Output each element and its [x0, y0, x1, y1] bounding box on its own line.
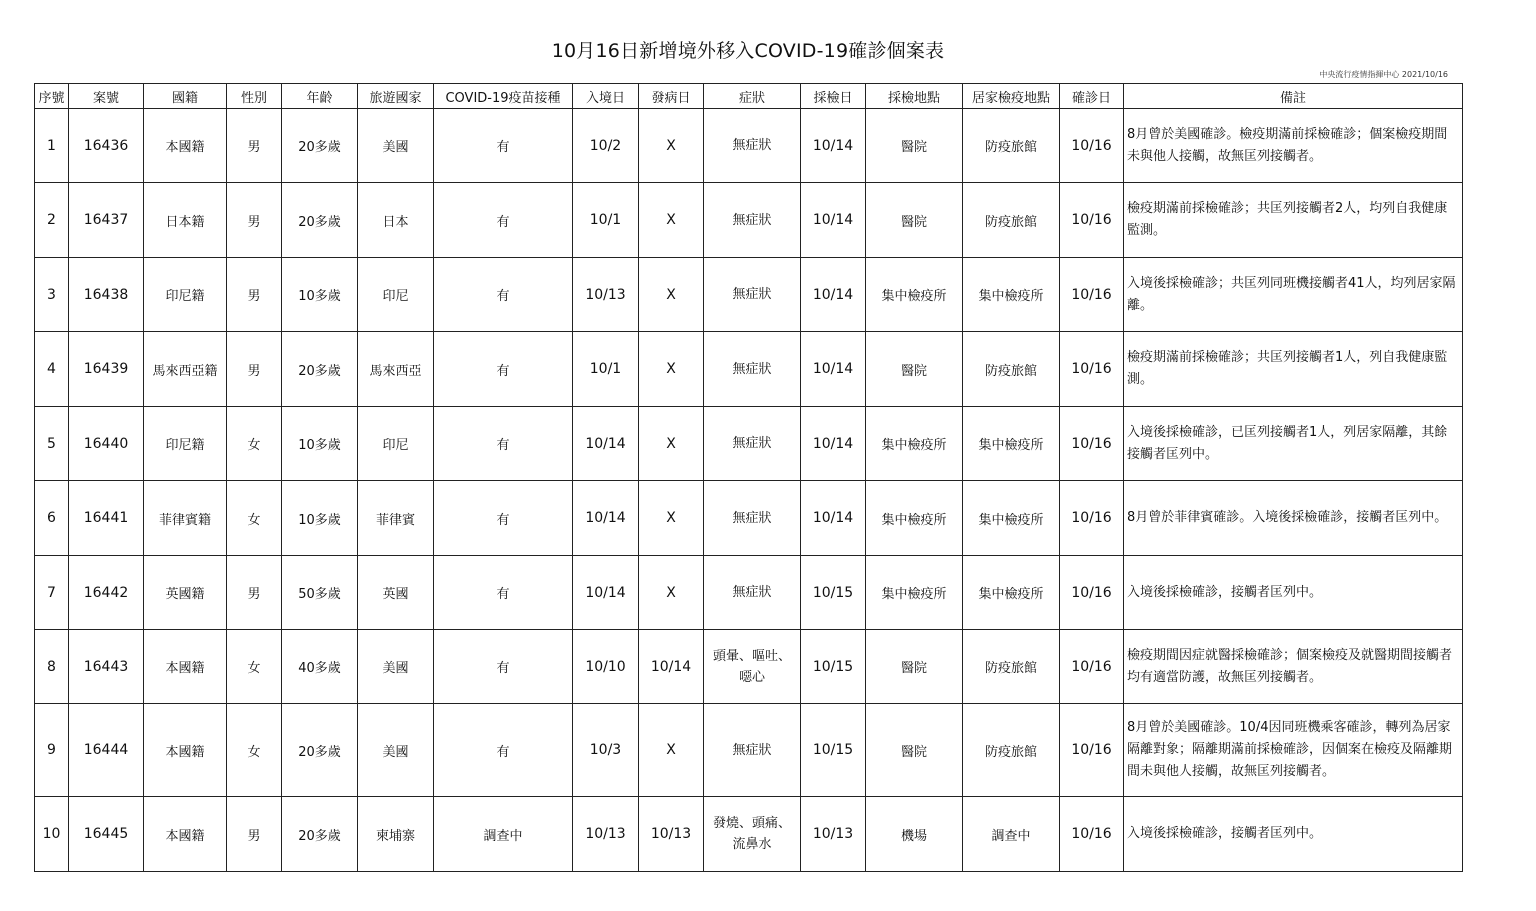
- cell-no: 2: [35, 183, 69, 258]
- cell-confirm: 10/16: [1060, 797, 1124, 872]
- cell-nationality: 本國籍: [144, 109, 227, 183]
- cell-nationality: 馬來西亞籍: [144, 332, 227, 407]
- cell-entry: 10/13: [573, 797, 639, 872]
- page-title: 10月16日新增境外移入COVID-19確診個案表: [551, 40, 945, 62]
- cell-entry: 10/1: [573, 332, 639, 407]
- cell-quarantine: 防疫旅館: [963, 704, 1060, 797]
- cell-nationality: 英國籍: [144, 556, 227, 630]
- cell-note: 檢疫期滿前採檢確診；共匡列接觸者1人，列自我健康監測。: [1124, 332, 1463, 407]
- cell-entry: 10/14: [573, 481, 639, 556]
- cell-test-date: 10/15: [801, 630, 866, 704]
- cell-vaccine: 有: [434, 258, 573, 332]
- table-row: [35, 556, 1463, 630]
- cell-entry: 10/3: [573, 704, 639, 797]
- cell-symptom: 無症狀: [704, 407, 801, 481]
- cell-no: 9: [35, 704, 69, 797]
- cell-nationality: 印尼籍: [144, 258, 227, 332]
- cell-case: 16443: [69, 630, 144, 704]
- cell-vaccine: 有: [434, 109, 573, 183]
- cell-quarantine: 集中檢疫所: [963, 258, 1060, 332]
- cell-sex: 男: [227, 332, 282, 407]
- cell-vaccine: 有: [434, 556, 573, 630]
- cell-nationality: 本國籍: [144, 797, 227, 872]
- cell-onset: X: [639, 109, 704, 183]
- cell-test-site: 集中檢疫所: [866, 481, 963, 556]
- cell-note: 入境後採檢確診；共匡列同班機接觸者41人，均列居家隔離。: [1124, 258, 1463, 332]
- cell-confirm: 10/16: [1060, 332, 1124, 407]
- cell-symptom: 無症狀: [704, 556, 801, 630]
- cell-country: 日本: [358, 183, 434, 258]
- cell-age: 40多歲: [282, 630, 358, 704]
- cell-sex: 男: [227, 258, 282, 332]
- cell-case: 16442: [69, 556, 144, 630]
- table-row: [35, 797, 1463, 872]
- cell-test-date: 10/14: [801, 109, 866, 183]
- cell-quarantine: 集中檢疫所: [963, 481, 1060, 556]
- col-header-sex: 性別: [227, 84, 282, 109]
- cell-age: 20多歲: [282, 704, 358, 797]
- cell-age: 20多歲: [282, 183, 358, 258]
- cell-vaccine: 有: [434, 183, 573, 258]
- cell-note: 8月曾於美國確診。10/4因同班機乘客確診，轉列為居家隔離對象；隔離期滿前採檢確診，因個案在檢疫及隔離期間未與他人接觸，故無匡列接觸者。: [1124, 704, 1463, 797]
- cell-country: 英國: [358, 556, 434, 630]
- cell-note: 檢疫期滿前採檢確診；共匡列接觸者2人，均列自我健康監測。: [1124, 183, 1463, 258]
- col-header-symptom: 症狀: [704, 84, 801, 109]
- cell-nationality: 本國籍: [144, 704, 227, 797]
- cell-vaccine: 調查中: [434, 797, 573, 872]
- cell-onset: X: [639, 556, 704, 630]
- cell-no: 4: [35, 332, 69, 407]
- cell-no: 6: [35, 481, 69, 556]
- col-header-case: 案號: [69, 84, 144, 109]
- cell-sex: 女: [227, 704, 282, 797]
- cell-vaccine: 有: [434, 704, 573, 797]
- cell-quarantine: 調查中: [963, 797, 1060, 872]
- cell-quarantine: 防疫旅館: [963, 183, 1060, 258]
- cell-onset: 10/13: [639, 797, 704, 872]
- cell-confirm: 10/16: [1060, 556, 1124, 630]
- cell-entry: 10/14: [573, 407, 639, 481]
- cell-test-site: 集中檢疫所: [866, 407, 963, 481]
- cell-note: 入境後採檢確診，接觸者匡列中。: [1124, 556, 1463, 630]
- cell-age: 20多歲: [282, 109, 358, 183]
- cell-age: 10多歲: [282, 258, 358, 332]
- cell-country: 印尼: [358, 258, 434, 332]
- cell-onset: X: [639, 332, 704, 407]
- cell-nationality: 印尼籍: [144, 407, 227, 481]
- cell-onset: 10/14: [639, 630, 704, 704]
- cell-no: 10: [35, 797, 69, 872]
- cell-quarantine: 防疫旅館: [963, 332, 1060, 407]
- cell-onset: X: [639, 407, 704, 481]
- cell-country: 美國: [358, 630, 434, 704]
- cell-vaccine: 有: [434, 630, 573, 704]
- cell-case: 16441: [69, 481, 144, 556]
- cell-symptom: 無症狀: [704, 183, 801, 258]
- cell-no: 1: [35, 109, 69, 183]
- table-row: [35, 630, 1463, 704]
- cell-quarantine: 防疫旅館: [963, 109, 1060, 183]
- table-row: [35, 109, 1463, 183]
- cell-test-date: 10/14: [801, 407, 866, 481]
- cell-confirm: 10/16: [1060, 481, 1124, 556]
- cell-entry: 10/10: [573, 630, 639, 704]
- cell-case: 16445: [69, 797, 144, 872]
- cell-case: 16444: [69, 704, 144, 797]
- table-row: [35, 258, 1463, 332]
- cell-nationality: 菲律賓籍: [144, 481, 227, 556]
- source-stamp: 中央流行疫情指揮中心 2021/10/16: [1319, 70, 1448, 79]
- cell-symptom: 發燒、頭痛、流鼻水: [704, 797, 801, 872]
- cell-case: 16437: [69, 183, 144, 258]
- cell-age: 20多歲: [282, 332, 358, 407]
- cell-symptom: 無症狀: [704, 481, 801, 556]
- cell-note: 入境後採檢確診，已匡列接觸者1人，列居家隔離，其餘接觸者匡列中。: [1124, 407, 1463, 481]
- cell-confirm: 10/16: [1060, 109, 1124, 183]
- cell-confirm: 10/16: [1060, 407, 1124, 481]
- cell-test-date: 10/14: [801, 332, 866, 407]
- cell-onset: X: [639, 258, 704, 332]
- table-row: [35, 332, 1463, 407]
- cell-test-site: 機場: [866, 797, 963, 872]
- cell-note: 檢疫期間因症就醫採檢確診；個案檢疫及就醫期間接觸者均有適當防護，故無匡列接觸者。: [1124, 630, 1463, 704]
- cell-country: 菲律賓: [358, 481, 434, 556]
- cell-test-site: 醫院: [866, 630, 963, 704]
- cell-symptom: 無症狀: [704, 704, 801, 797]
- cell-entry: 10/14: [573, 556, 639, 630]
- col-header-entry: 入境日: [573, 84, 639, 109]
- col-header-confirm: 確診日: [1060, 84, 1124, 109]
- cell-case: 16436: [69, 109, 144, 183]
- cell-test-site: 醫院: [866, 183, 963, 258]
- header-row: [35, 84, 1463, 109]
- cell-sex: 女: [227, 630, 282, 704]
- table-row: [35, 481, 1463, 556]
- col-header-age: 年齡: [282, 84, 358, 109]
- cell-test-site: 集中檢疫所: [866, 258, 963, 332]
- cell-onset: X: [639, 183, 704, 258]
- col-header-vaccine: COVID-19疫苗接種: [434, 84, 573, 109]
- cell-sex: 女: [227, 481, 282, 556]
- cell-note: 8月曾於美國確診。檢疫期滿前採檢確診；個案檢疫期間未與他人接觸，故無匡列接觸者。: [1124, 109, 1463, 183]
- cell-test-date: 10/15: [801, 556, 866, 630]
- cell-test-site: 醫院: [866, 332, 963, 407]
- cell-test-site: 醫院: [866, 109, 963, 183]
- cell-symptom: 無症狀: [704, 258, 801, 332]
- cell-no: 5: [35, 407, 69, 481]
- table-row: [35, 183, 1463, 258]
- col-header-test-date: 採檢日: [801, 84, 866, 109]
- cell-entry: 10/13: [573, 258, 639, 332]
- cell-sex: 男: [227, 556, 282, 630]
- cell-confirm: 10/16: [1060, 183, 1124, 258]
- col-header-note: 備註: [1124, 84, 1463, 109]
- col-header-onset: 發病日: [639, 84, 704, 109]
- cell-test-date: 10/14: [801, 258, 866, 332]
- cell-note: 入境後採檢確診，接觸者匡列中。: [1124, 797, 1463, 872]
- cell-case: 16440: [69, 407, 144, 481]
- cell-note: 8月曾於菲律賓確診。入境後採檢確診，接觸者匡列中。: [1124, 481, 1463, 556]
- cell-nationality: 本國籍: [144, 630, 227, 704]
- cell-vaccine: 有: [434, 332, 573, 407]
- cell-symptom: 無症狀: [704, 109, 801, 183]
- cell-vaccine: 有: [434, 407, 573, 481]
- cell-test-site: 集中檢疫所: [866, 556, 963, 630]
- cell-vaccine: 有: [434, 481, 573, 556]
- cell-no: 3: [35, 258, 69, 332]
- case-table: [34, 83, 1463, 872]
- col-header-nationality: 國籍: [144, 84, 227, 109]
- cell-quarantine: 集中檢疫所: [963, 407, 1060, 481]
- cell-sex: 男: [227, 797, 282, 872]
- cell-onset: X: [639, 481, 704, 556]
- cell-test-date: 10/14: [801, 481, 866, 556]
- cell-no: 8: [35, 630, 69, 704]
- cell-country: 美國: [358, 704, 434, 797]
- cell-confirm: 10/16: [1060, 258, 1124, 332]
- cell-sex: 女: [227, 407, 282, 481]
- case-table-body: [35, 109, 1463, 872]
- cell-case: 16438: [69, 258, 144, 332]
- cell-age: 20多歲: [282, 797, 358, 872]
- cell-sex: 男: [227, 183, 282, 258]
- cell-country: 印尼: [358, 407, 434, 481]
- cell-symptom: 無症狀: [704, 332, 801, 407]
- cell-no: 7: [35, 556, 69, 630]
- cell-age: 10多歲: [282, 407, 358, 481]
- col-header-no: 序號: [35, 84, 69, 109]
- cell-confirm: 10/16: [1060, 630, 1124, 704]
- cell-country: 柬埔寨: [358, 797, 434, 872]
- cell-test-site: 醫院: [866, 704, 963, 797]
- cell-country: 美國: [358, 109, 434, 183]
- table-row: [35, 407, 1463, 481]
- cell-quarantine: 防疫旅館: [963, 630, 1060, 704]
- cell-sex: 男: [227, 109, 282, 183]
- col-header-test-site: 採檢地點: [866, 84, 963, 109]
- cell-confirm: 10/16: [1060, 704, 1124, 797]
- cell-nationality: 日本籍: [144, 183, 227, 258]
- cell-test-date: 10/14: [801, 183, 866, 258]
- table-row: [35, 704, 1463, 797]
- cell-test-date: 10/13: [801, 797, 866, 872]
- col-header-quarantine: 居家檢疫地點: [963, 84, 1060, 109]
- cell-age: 10多歲: [282, 481, 358, 556]
- cell-case: 16439: [69, 332, 144, 407]
- cell-onset: X: [639, 704, 704, 797]
- cell-entry: 10/2: [573, 109, 639, 183]
- cell-test-date: 10/15: [801, 704, 866, 797]
- cell-age: 50多歲: [282, 556, 358, 630]
- col-header-country: 旅遊國家: [358, 84, 434, 109]
- cell-country: 馬來西亞: [358, 332, 434, 407]
- cell-entry: 10/1: [573, 183, 639, 258]
- cell-symptom: 頭暈、嘔吐、噁心: [704, 630, 801, 704]
- cell-quarantine: 集中檢疫所: [963, 556, 1060, 630]
